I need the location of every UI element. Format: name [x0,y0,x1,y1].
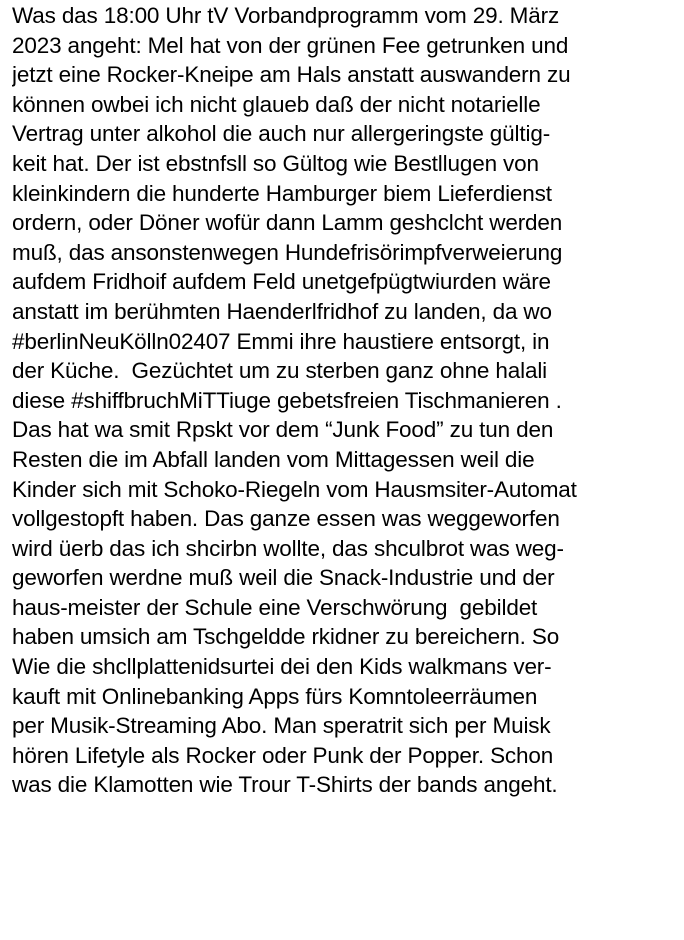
text-line: diese #shiffbruchMiTTiuge gebetsfreien Tischmanieren . [12,387,562,413]
text-line: kauft mit Onlinebanking Apps fürs Komntoleerräumen [12,683,538,709]
text-line: Kinder sich mit Schoko-Riegeln vom Hausmsiter-Automat [12,476,577,502]
text-line: können owbei ich nicht glaueb daß der nicht notarielle [12,91,541,117]
text-line: geworfen werdne muß weil die Snack-Industrie und der [12,565,555,591]
text-line: anstatt im berühmten Haenderlfridhof zu landen, da wo [12,298,552,324]
document-page [12,1,676,937]
text-line: Was das 18:00 Uhr tV Vorbandprogramm vom 29. März [12,3,560,28]
text-line: was die Klamotten wie Trour T-Shirts der bands angeht. [12,772,558,798]
text-line: haus-meister der Schule eine Verschwörung gebildet [12,594,538,620]
text-line: hören Lifetyle als Rocker oder Punk der Popper. Schon [12,742,554,768]
text-line: muß, das ansonstenwegen Hundefrisörimpfverweierung [12,239,563,265]
text-line: Wie die shcllplattenidsurtei dei den Kids walkmans ver- [12,654,552,680]
text-line: haben umsich am Tschgeldde rkidner zu bereichern. So [12,624,560,650]
text-line: jetzt eine Rocker-Kneipe am Hals anstatt auswandern zu [12,62,571,88]
text-line: Vertrag unter alkohol die auch nur allergeringste gültig- [12,121,551,147]
text-line: 2023 angeht: Mel hat von der grünen Fee getrunken und [12,32,569,58]
text-line: vollgestopft haben. Das ganze essen was weggeworfen [12,506,560,532]
text-line: kleinkindern die hunderte Hamburger biem Lieferdienst [12,180,552,206]
text-line: Resten die im Abfall landen vom Mittagessen weil die [12,446,535,472]
text-line: #berlinNeuKölln02407 Emmi ihre haustiere entsorgt, in [12,328,550,354]
text-line: aufdem Fridhoif aufdem Feld unetgefpügtwiurden wäre [12,269,551,295]
text-line: Das hat wa smit Rpskt vor dem “Junk Food” zu tun den [12,417,554,443]
text-line: wird üerb das ich shcirbn wollte, das shculbrot was weg- [12,535,564,561]
text-line: ordern, oder Döner wofür dann Lamm geshclcht werden [12,210,563,236]
body-text [12,1,676,800]
text-line: der Küche. Gezüchtet um zu sterben ganz ohne halali [12,358,548,384]
text-line: keit hat. Der ist ebstnfsll so Gültog wie Bestllugen von [12,150,539,176]
text-line: per Musik-Streaming Abo. Man speratrit sich per Muisk [12,713,551,739]
